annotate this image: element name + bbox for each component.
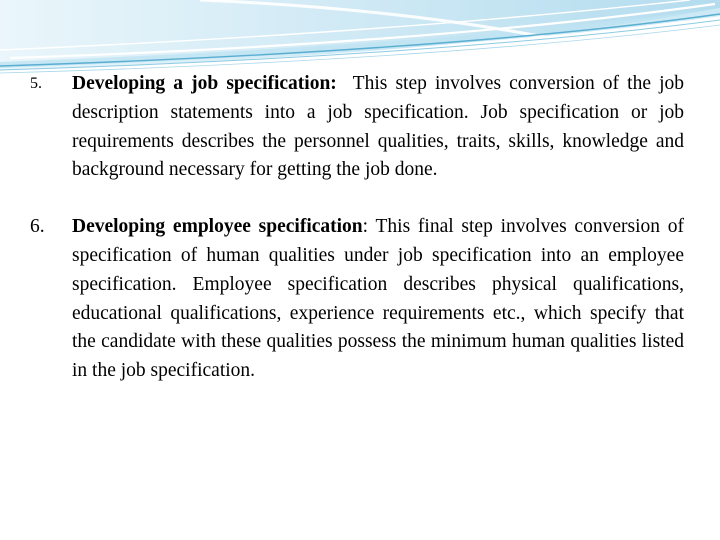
item-number: 6.: [30, 216, 45, 238]
item-body: This step involves conversion of the job description statements into a job specification. Job specification or job requirements describes the personnel qualities, traits, skills, knowledge and background necessary for getting the job done.: [72, 73, 685, 181]
item-title: Developing a job specification:: [72, 73, 337, 94]
item-title: Developing employee specification: [72, 216, 363, 238]
header-wave-decoration: [0, 0, 720, 75]
item-separator: [337, 73, 353, 94]
item-number: 5.: [30, 75, 42, 92]
item-body: This final step involves conversion of specification of human qualities under job specification into an employee specification. Employee specification describes physical qualifications, educational qualifications, experience requirements etc., which specify that the candidate with these qualities possess the minimum human qualities listed in the job specification.: [72, 216, 684, 382]
content-area: [30, 70, 684, 386]
list-item-5: [30, 70, 684, 185]
list-item-6: [30, 213, 684, 386]
item-separator: :: [362, 216, 376, 238]
